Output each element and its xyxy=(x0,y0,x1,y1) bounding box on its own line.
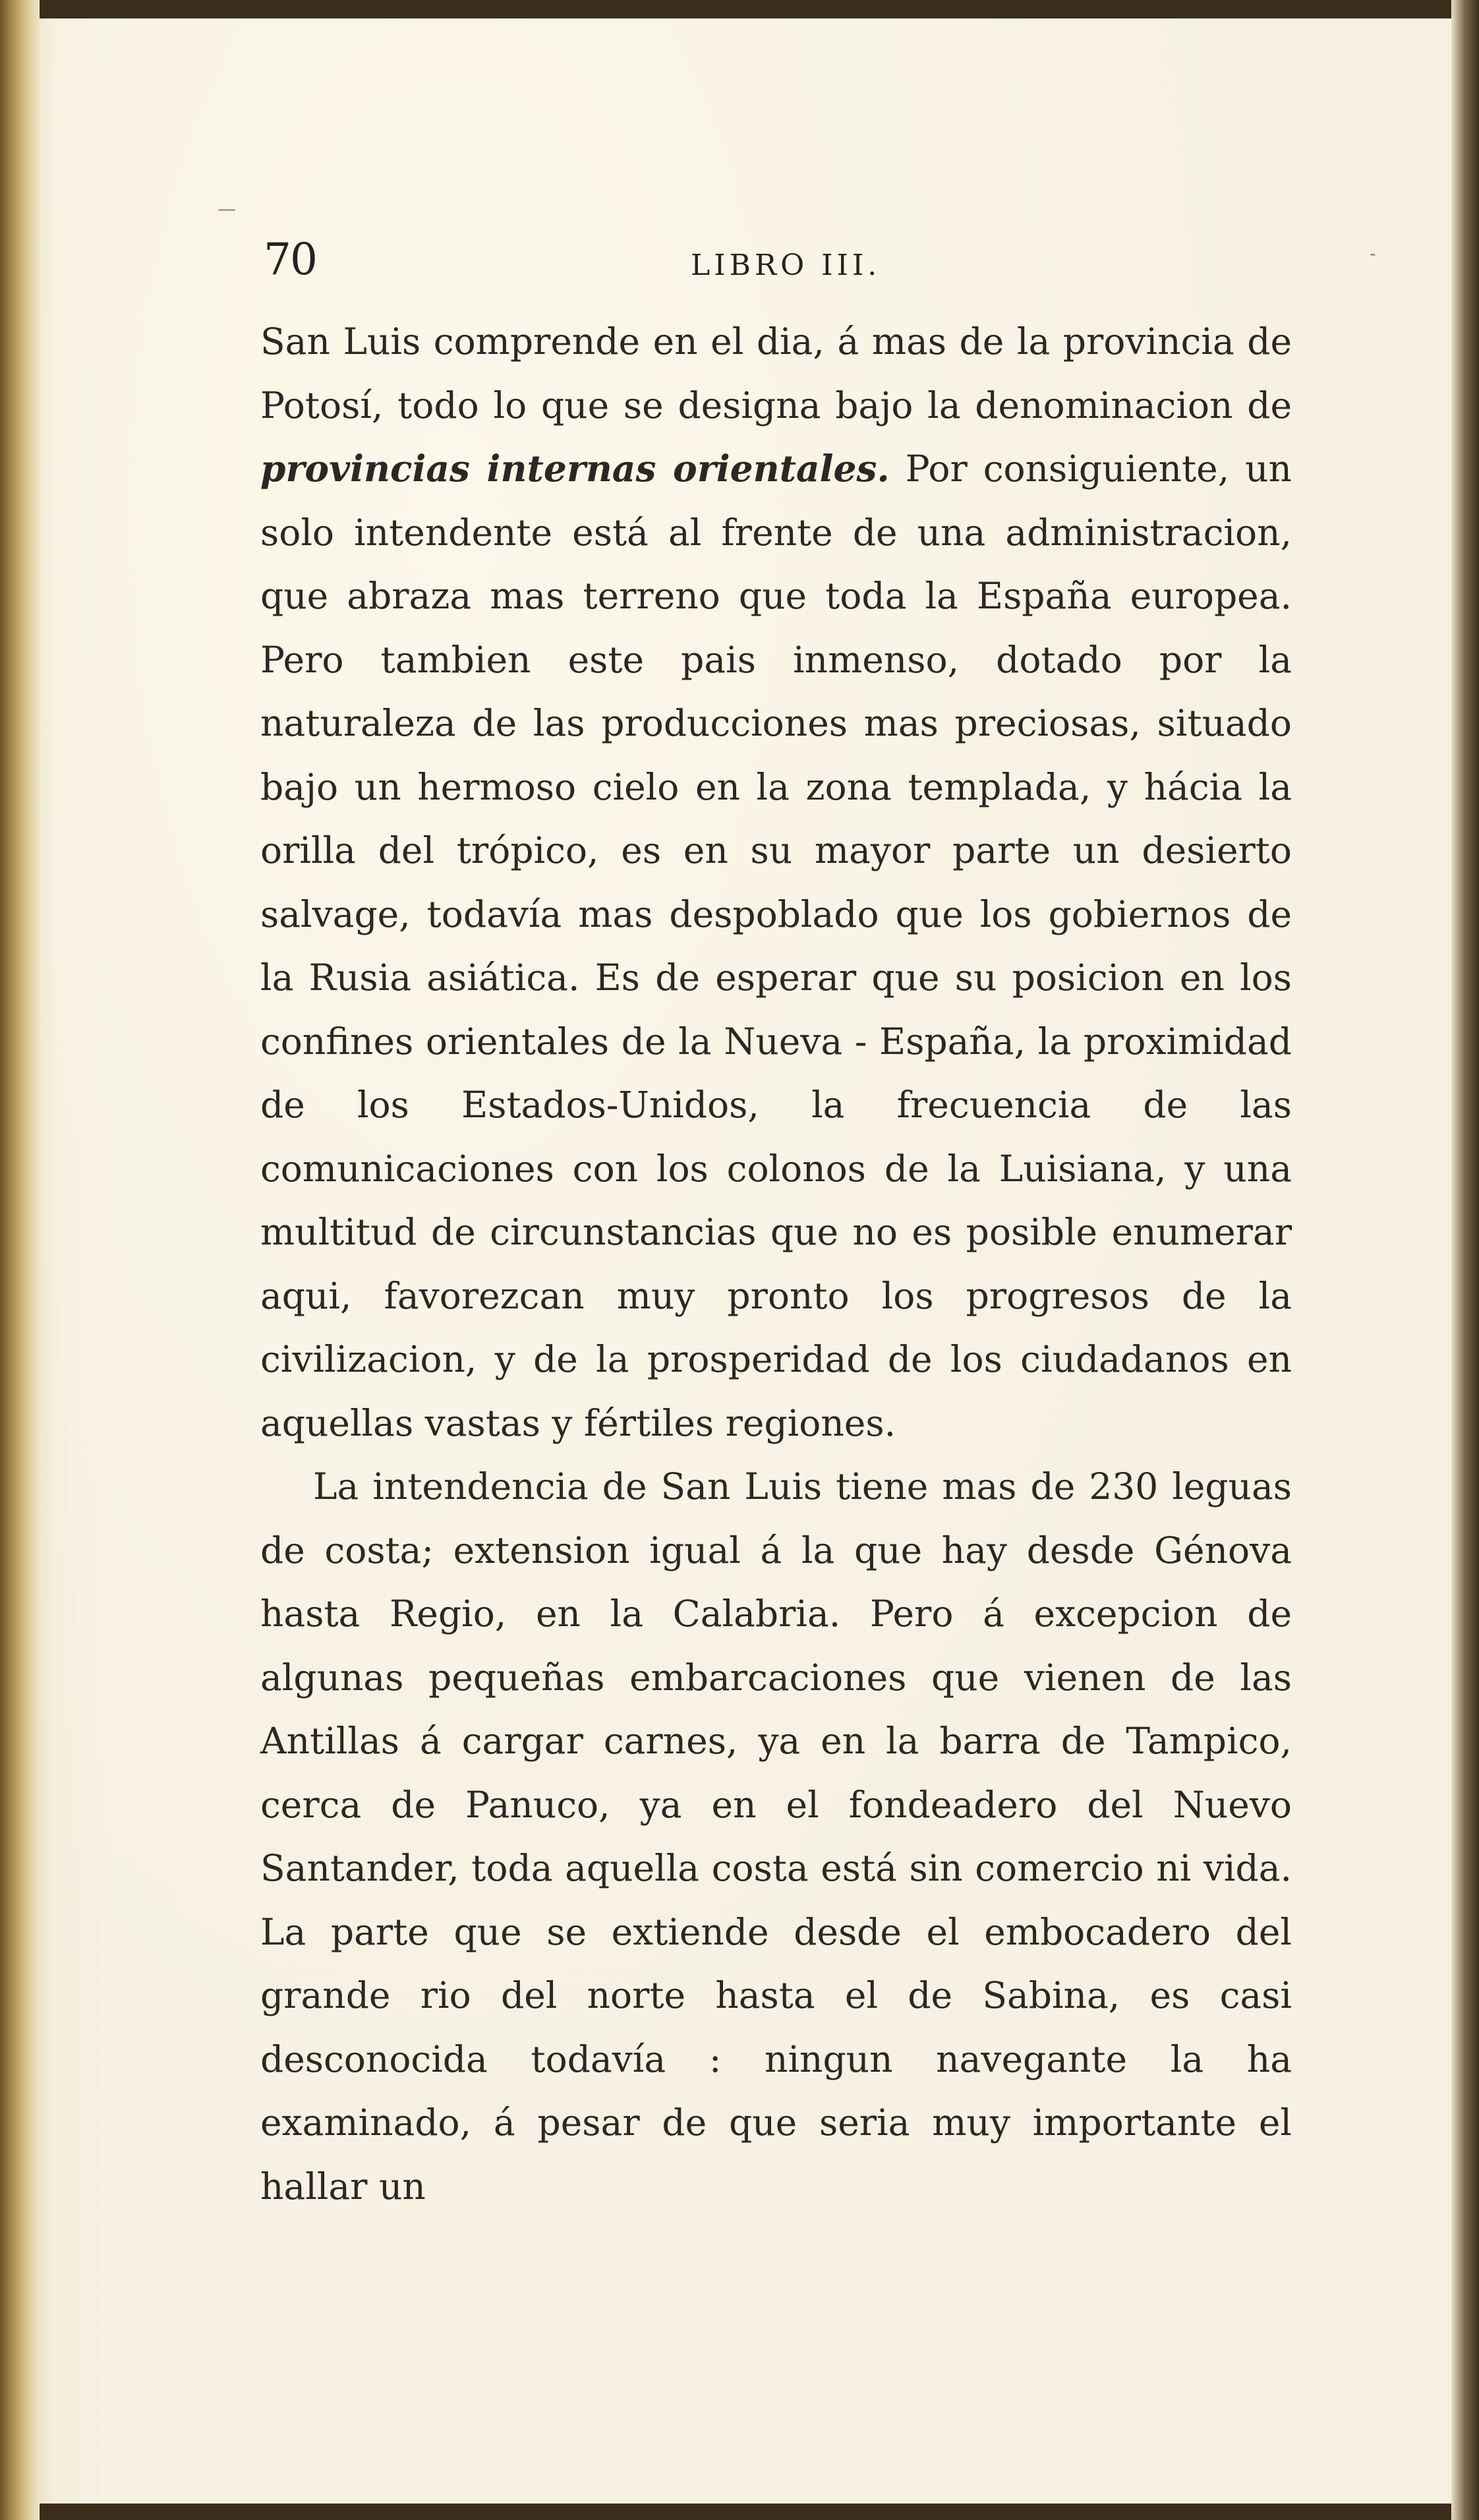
margin-speck: — xyxy=(218,198,236,220)
paragraph-1 xyxy=(260,310,1292,1455)
page-number: 70 xyxy=(264,234,316,285)
italic-phrase: provincias internas orientales. xyxy=(260,447,890,490)
page-right-edge xyxy=(1451,0,1479,2520)
paragraph-1-rest: Por consiguiente, un solo intendente está al frente de una administracion, que abraza mas terreno que toda la España europea. Pero tambien este pais inmenso, dotado por la naturaleza de las producciones mas preciosas, situado bajo un hermoso cielo en la zona templada, y hácia la orilla del trópico, es en su mayor parte un desierto salvage, todavía mas despoblado que los gobiernos de la Rusia asiática. Es de esperar que su posicion en los confines orientales de la Nueva - España, la proximidad de los Estados-Unidos, la frecuencia de las comunicaciones con los colonos de la Luisiana, y una multitud de circunstancias que no es posible enumerar aqui, favorezcan muy pronto los progresos de la civilizacion, y de la prosperidad de los ciudadanos en aquellas vastas y fértiles regiones. xyxy=(260,448,1292,1444)
running-head: LIBRO III. xyxy=(691,249,881,282)
book-spine-edge xyxy=(0,0,40,2520)
paragraph-1-lead: San Luis comprende en el dia, á mas de la provincia de Potosí, todo lo que se designa bajo la denominacion de xyxy=(260,320,1292,426)
margin-speck: - xyxy=(1370,243,1376,264)
page-header xyxy=(264,234,1292,293)
paragraph-2: La intendencia de San Luis tiene mas de 230 leguas de costa; extension igual á la que hay desde Génova hasta Regio, en la Calabria. Pero á excepcion de algunas pequeñas embarcaciones que vienen de las Antillas á cargar carnes, ya en la barra de Tampico, cerca de Panuco, ya en el fondeadero del Nuevo Santander, toda aquella costa está sin comercio ni vida. La parte que se extiende desde el embocadero del grande rio del norte hasta el de Sabina, es casi desconocida todavía : ningun navegante la ha examinado, á pesar de que seria muy importante el hallar un xyxy=(260,1465,1292,2208)
body-text xyxy=(260,310,1292,2218)
